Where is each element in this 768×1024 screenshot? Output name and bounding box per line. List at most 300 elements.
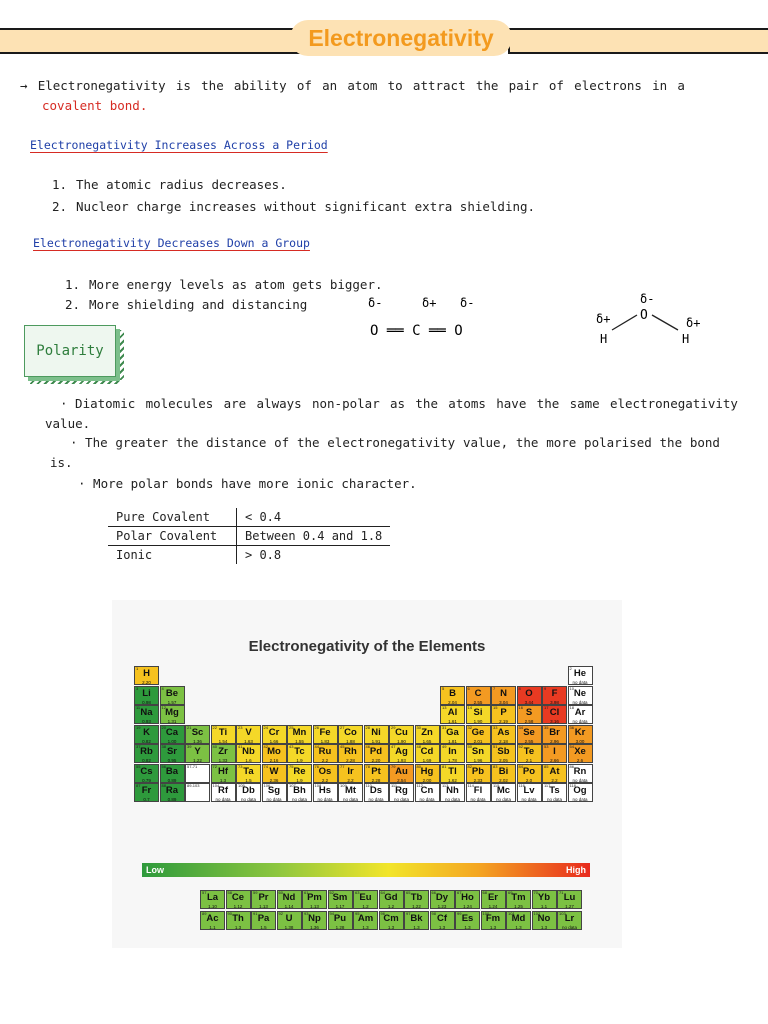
atomic-number: 116 (518, 783, 525, 788)
element-cell (389, 783, 414, 802)
element-cell (491, 764, 516, 783)
element-symbol: Fm (485, 913, 501, 924)
word: a (677, 78, 685, 93)
element-symbol: Bk (410, 913, 423, 924)
element-cell (389, 764, 414, 783)
element-symbol: Sn (471, 746, 485, 757)
word: pair (508, 78, 539, 93)
electronegativity-value: 1.13 (259, 904, 268, 909)
element-cell (134, 764, 159, 783)
word: of (548, 78, 564, 93)
element-cell (542, 705, 567, 724)
electronegativity-value: 1.36 (310, 925, 319, 930)
element-symbol: Mc (496, 785, 511, 796)
electronegativity-value: 1.63 (244, 738, 253, 744)
element-cell (211, 744, 236, 763)
atomic-number: 106 (263, 783, 271, 788)
element-symbol: Rn (573, 765, 587, 777)
word: an (322, 78, 338, 93)
element-symbol: Ca (165, 726, 179, 738)
bond-range: < 0.4 (237, 508, 391, 527)
element-cell (440, 783, 465, 802)
element-cell (211, 764, 236, 783)
element-cell (236, 783, 261, 802)
element-cell (328, 890, 353, 909)
element-symbol: Ag (395, 746, 408, 757)
word: as (390, 396, 406, 411)
electronegativity-value: 1.27 (565, 904, 574, 909)
element-symbol: Mg (165, 707, 179, 718)
atomic-number: 81 (442, 763, 447, 769)
element-cell (287, 725, 312, 744)
word: of (274, 435, 290, 450)
element-symbol: Yb (537, 892, 551, 903)
element-symbol: Es (461, 913, 474, 924)
element-cell (506, 890, 531, 909)
word: electrons (574, 78, 642, 93)
element-symbol: Mt (344, 785, 357, 796)
definition-line-2: covalent bond. (42, 98, 148, 113)
electronegativity-value: 1.83 (320, 738, 330, 744)
electronegativity-value: 2.05 (499, 758, 508, 763)
electronegativity-value: 1.31 (167, 719, 177, 724)
element-cell (532, 890, 557, 909)
electronegativity-value: 2.6 (576, 758, 584, 763)
atomic-number: 104 (212, 783, 220, 788)
molecule-diagrams (360, 285, 720, 355)
electronegativity-value: 1.54 (218, 738, 228, 744)
bond-type: Ionic (108, 546, 237, 565)
element-cell (491, 705, 516, 724)
element-cell (517, 705, 542, 724)
electronegativity-value: 3.44 (524, 699, 534, 705)
element-cell (440, 725, 465, 744)
atomic-number: 57 (202, 890, 207, 895)
element-symbol: Nh (446, 785, 459, 796)
atomic-number: 97 (406, 911, 411, 916)
word: value, (462, 435, 509, 450)
element-symbol: Cm (383, 913, 399, 924)
atomic-number: 57-71 (187, 763, 198, 769)
word: the (201, 78, 224, 93)
element-symbol: Og (573, 785, 587, 796)
electronegativity-value: no data (393, 797, 409, 802)
atomic-number: 48 (416, 744, 421, 749)
atomic-number: 33 (493, 724, 498, 730)
element-symbol: Sc (191, 726, 204, 738)
electronegativity-value: no data (444, 797, 460, 802)
element-symbol: Se (523, 726, 535, 738)
atomic-number: 66 (431, 890, 436, 895)
polarity-line-2b: is. (50, 455, 73, 470)
atomic-number: 1 (136, 666, 139, 671)
polarity-line-1 (60, 396, 738, 411)
heading-down-group: Electronegativity Decreases Down a Group (33, 236, 310, 250)
element-symbol: Np (308, 913, 321, 924)
electronegativity-value: 1.28 (335, 925, 345, 930)
element-cell (542, 744, 567, 763)
element-cell (160, 725, 185, 744)
electronegativity-value: 1.3 (489, 925, 497, 930)
atomic-number: 59 (253, 890, 258, 895)
atomic-number: 70 (533, 890, 538, 895)
electronegativity-value: 0.93 (142, 719, 151, 724)
electronegativity-value: 2.20 (142, 680, 151, 685)
element-cell (353, 911, 378, 930)
electronegativity-value: 1.6 (245, 758, 252, 763)
atomic-number: 79 (391, 763, 396, 769)
electronegativity-value: 1.23 (437, 904, 447, 909)
electronegativity-value: 2.28 (371, 777, 381, 783)
electronegativity-value: 2.01 (473, 738, 483, 744)
atomic-number: 60 (278, 890, 283, 895)
electronegativity-value: 1.57 (167, 699, 177, 705)
electronegativity-value: 1.3 (515, 925, 522, 930)
bond-type: Pure Covalent (108, 508, 237, 527)
page-title-text: Electronegativity (308, 24, 494, 51)
word: distance (206, 435, 267, 450)
atomic-number: 96 (380, 911, 385, 916)
atomic-number: 76 (314, 763, 319, 769)
bond-range: Between 0.4 and 1.8 (237, 527, 391, 546)
element-cell (313, 725, 338, 744)
electronegativity-value: 1.1 (209, 925, 216, 930)
electronegativity-value: no data (470, 797, 486, 802)
atomic-number: 112 (416, 783, 423, 788)
word: are (223, 396, 247, 411)
atomic-number: 111 (391, 783, 398, 788)
element-symbol: Db (242, 785, 255, 796)
element-symbol: Fe (319, 726, 331, 738)
electronegativity-value: 2.2 (551, 777, 558, 783)
electronegativity-value: 2.55 (524, 738, 534, 744)
element-symbol: Sr (166, 746, 178, 757)
element-symbol: Lv (523, 785, 535, 796)
electronegativity-value: 1.90 (473, 719, 483, 724)
electronegativity-value: 2.00 (422, 777, 432, 783)
electronegativity-value: no data (215, 797, 231, 802)
list-number: 2. (65, 297, 81, 312)
atomic-number: 75 (289, 763, 294, 769)
element-cell (415, 764, 440, 783)
electronegativity-value: 2.28 (346, 758, 355, 763)
word: of (296, 78, 312, 93)
element-symbol: Tm (511, 892, 526, 903)
atomic-number: 90 (227, 911, 232, 916)
scale-low-label: Low (146, 865, 164, 875)
element-symbol: Tc (294, 746, 305, 757)
atomic-number: 36 (569, 724, 574, 730)
electronegativity-value: 2.02 (499, 777, 508, 783)
polarity-label: Polarity (36, 343, 104, 359)
heading-across-period: Electronegativity Increases Across a Period (30, 138, 328, 152)
atomic-number: 55 (136, 763, 141, 769)
definition-line-1 (20, 78, 685, 93)
electronegativity-value: no data (572, 719, 588, 724)
element-symbol: Cn (420, 785, 434, 796)
atomic-number: 45 (340, 744, 345, 749)
electronegativity-value: 1.2 (387, 904, 395, 909)
element-cell (185, 744, 210, 763)
electronegativity-value: 1.81 (448, 738, 457, 744)
element-cell (466, 686, 491, 705)
element-symbol: Tl (448, 765, 457, 777)
element-symbol: Al (447, 707, 458, 718)
atomic-number: 61 (304, 890, 309, 895)
element-symbol: Rh (344, 746, 357, 757)
water-molecule (596, 292, 700, 346)
element-cell (440, 705, 465, 724)
word: greater (115, 435, 169, 450)
word: the (515, 435, 539, 450)
atomic-number: 62 (329, 890, 334, 895)
electronegativity-value: 0.89 (167, 797, 177, 802)
element-symbol: Nb (242, 746, 255, 757)
word: polarised (584, 435, 652, 450)
element-symbol: Gd (384, 892, 398, 903)
atomic-number: 31 (442, 724, 447, 730)
co2-molecule (368, 296, 474, 339)
element-cell (226, 890, 251, 909)
electronegativity-value: 1.33 (218, 758, 228, 763)
electronegativity-value: 1.3 (413, 925, 420, 930)
electronegativity-value: 1.78 (448, 758, 457, 763)
word: ability (233, 78, 287, 93)
atomic-number: 84 (518, 763, 523, 769)
atomic-number: 110 (365, 783, 372, 788)
element-symbol: Te (523, 746, 535, 757)
element-symbol: Y (194, 746, 201, 757)
word: the (475, 78, 499, 93)
water-oxygen: O (640, 308, 648, 323)
element-cell (313, 783, 338, 802)
element-symbol: Ni (371, 726, 381, 738)
element-cell (415, 744, 440, 763)
element-cell (557, 890, 582, 909)
atomic-number: 47 (391, 744, 396, 749)
element-cell (200, 911, 225, 930)
electronegativity-value: 2.54 (397, 777, 406, 783)
element-cell (455, 890, 480, 909)
electronegativity-value: no data (546, 797, 562, 802)
electronegativity-value: 1.3 (540, 925, 548, 930)
table-row (108, 546, 390, 565)
element-symbol: Bi (498, 765, 509, 777)
element-cell (364, 783, 389, 802)
element-symbol: N (500, 687, 507, 699)
electronegativity-value: 1.3 (438, 925, 446, 930)
element-cell (568, 725, 593, 744)
electronegativity-value: 1.38 (284, 925, 294, 930)
element-cell (338, 764, 363, 783)
element-symbol: Pa (257, 913, 270, 924)
list-item: More energy levels as atom gets bigger. (89, 277, 383, 292)
element-symbol: Ar (574, 707, 586, 718)
atomic-number: 25 (289, 724, 294, 730)
element-symbol: Po (522, 765, 536, 777)
atomic-number: 118 (569, 783, 576, 788)
atomic-number: 109 (340, 783, 347, 788)
atomic-number: 29 (391, 724, 396, 730)
element-cell (491, 725, 516, 744)
atomic-number: 51 (493, 744, 498, 749)
element-cell (287, 764, 312, 783)
element-cell (160, 744, 185, 763)
polarity-line-1b: value. (45, 416, 91, 431)
element-symbol: Cd (420, 746, 434, 757)
element-cell (568, 783, 593, 802)
element-symbol: U (285, 913, 293, 924)
electronegativity-value: 1.66 (269, 738, 279, 744)
atomic-number: 88 (161, 783, 166, 788)
electronegativity-value: 1.5 (245, 777, 252, 783)
element-symbol: No (537, 913, 551, 924)
element-symbol: Pd (369, 746, 383, 757)
atomic-number: 34 (518, 724, 523, 730)
electronegativity-value: 1.2 (362, 904, 369, 909)
element-cell (211, 783, 236, 802)
element-symbol: Ne (573, 687, 587, 699)
element-cell (506, 911, 531, 930)
word: molecules (145, 396, 214, 411)
element-symbol: In (448, 746, 457, 757)
atomic-number: 11 (136, 705, 141, 710)
electronegativity-value: 1.61 (448, 719, 457, 724)
electronegativity-value: 1.10 (208, 904, 217, 909)
atomic-number: 3 (136, 685, 139, 691)
atomic-number: 16 (518, 705, 523, 710)
element-symbol: P (500, 707, 507, 718)
element-cell (338, 783, 363, 802)
element-symbol: Ac (206, 913, 219, 924)
element-cell (430, 911, 455, 930)
word: to (387, 78, 403, 93)
element-cell (236, 764, 261, 783)
word: bond (689, 435, 720, 450)
element-cell (313, 744, 338, 763)
element-cell (568, 705, 593, 724)
element-cell (287, 783, 312, 802)
element-symbol: Ce (231, 892, 245, 903)
electronegativity-value: 1.25 (514, 904, 523, 909)
atomic-number: 35 (544, 724, 549, 730)
element-cell (517, 783, 542, 802)
scale-high-label: High (566, 865, 586, 875)
element-symbol: Lr (564, 913, 575, 924)
element-symbol: Fl (473, 785, 483, 796)
electronegativity-value: 2.66 (550, 758, 559, 763)
element-cell (466, 764, 491, 783)
atomic-number: 49 (442, 744, 447, 749)
atomic-number: 32 (467, 724, 472, 730)
element-symbol: Th (232, 913, 244, 924)
element-symbol: B (449, 687, 456, 699)
atomic-number: 23 (238, 724, 243, 730)
element-symbol: Rg (395, 785, 408, 796)
word: electronegativity (609, 396, 738, 411)
list-number: 1. (65, 277, 81, 292)
atomic-number: 102 (533, 911, 541, 916)
element-symbol: O (525, 687, 533, 699)
element-symbol: F (551, 687, 558, 699)
electronegativity-scale (142, 863, 590, 877)
element-symbol: Hg (420, 765, 434, 777)
word: same (569, 396, 600, 411)
element-symbol: Li (142, 687, 151, 699)
atomic-number: 38 (161, 744, 166, 749)
element-symbol: Au (395, 765, 408, 777)
element-symbol: Sg (267, 785, 281, 796)
element-symbol: Br (549, 726, 560, 738)
atomic-number: 78 (365, 763, 370, 769)
atomic-number: 44 (314, 744, 319, 749)
electronegativity-value: 0.82 (142, 758, 151, 763)
element-symbol: Cf (436, 913, 448, 924)
element-cell (440, 744, 465, 763)
electronegativity-value: no data (561, 925, 577, 930)
element-symbol: Ir (347, 765, 354, 777)
element-symbol: Hf (217, 765, 229, 777)
electronegativity-value: 1.36 (193, 738, 202, 744)
word: → (20, 78, 28, 93)
atomic-number: 115 (493, 783, 500, 788)
element-cell (226, 911, 251, 930)
electronegativity-value: 2.2 (347, 777, 354, 783)
atomic-number: 26 (314, 724, 319, 730)
word: the (296, 435, 320, 450)
element-symbol: Er (487, 892, 499, 903)
table-row (108, 508, 390, 527)
atomic-number: 89-103 (187, 783, 200, 788)
atomic-number: 94 (329, 911, 334, 916)
element-symbol: Cs (140, 765, 153, 777)
atomic-number: 73 (238, 763, 243, 769)
electronegativity-value: 2.58 (524, 719, 534, 724)
element-symbol: Ge (471, 726, 485, 738)
electronegativity-value: 3.04 (499, 699, 508, 705)
electronegativity-value: 3.98 (550, 699, 559, 705)
element-symbol: Re (293, 765, 306, 777)
atomic-number: 41 (238, 744, 243, 749)
atomic-number: 105 (238, 783, 245, 788)
word: electronegativity (327, 435, 456, 450)
element-symbol: Rf (217, 785, 229, 796)
element-symbol: Cr (268, 726, 280, 738)
element-cell (481, 890, 506, 909)
polarity-label-box (24, 325, 116, 377)
atomic-number: 65 (406, 890, 411, 895)
electronegativity-value: 1.3 (234, 925, 242, 930)
element-cell (236, 744, 261, 763)
electronegativity-value: 2.55 (473, 699, 483, 705)
element-symbol: As (497, 726, 510, 738)
element-symbol: Pr (258, 892, 269, 903)
element-cell (200, 890, 225, 909)
word: always (256, 396, 302, 411)
water-bond-left (612, 315, 637, 330)
title-banner-right (508, 28, 768, 54)
element-symbol: Ga (446, 726, 459, 738)
element-cell (277, 890, 302, 909)
element-symbol: Kr (574, 726, 586, 738)
word: the (536, 396, 560, 411)
atomic-number: 63 (355, 890, 360, 895)
atomic-number: 4 (161, 685, 164, 691)
element-symbol: Tb (410, 892, 423, 903)
element-cell (481, 911, 506, 930)
word: atoms (448, 396, 486, 411)
bond-type-table (108, 508, 390, 564)
